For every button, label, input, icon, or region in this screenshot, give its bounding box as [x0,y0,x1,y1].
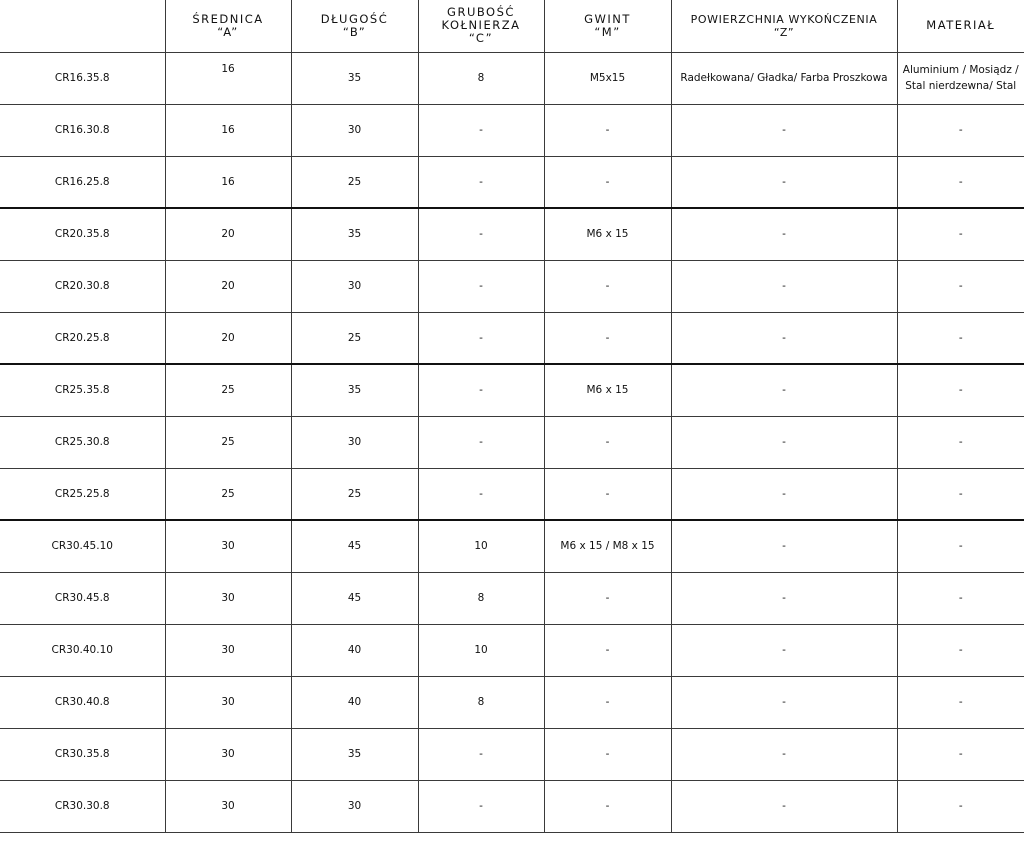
cell-diameter: 20 [165,312,291,364]
cell-code: CR16.25.8 [0,156,165,208]
header-flange-thickness: GRUBOŚĆ KOŁNIERZA “C” [418,0,544,52]
cell-material: - [897,780,1024,832]
cell-thread: - [544,260,671,312]
cell-thread: - [544,156,671,208]
cell-code: CR30.30.8 [0,780,165,832]
cell-length: 40 [291,676,418,728]
cell-code: CR25.25.8 [0,468,165,520]
cell-flange-thickness: - [418,728,544,780]
cell-diameter: 25 [165,364,291,416]
table-row [0,156,1024,208]
cell-surface-finish: - [671,416,897,468]
cell-length: 35 [291,208,418,260]
cell-surface-finish: - [671,624,897,676]
cell-thread: - [544,416,671,468]
cell-diameter: 16 [165,104,291,156]
cell-flange-thickness: 8 [418,52,544,104]
cell-code: CR20.35.8 [0,208,165,260]
cell-code: CR30.45.10 [0,520,165,572]
cell-surface-finish: - [671,156,897,208]
cell-material: - [897,104,1024,156]
cell-length: 30 [291,260,418,312]
cell-surface-finish: - [671,312,897,364]
header-code [0,0,165,52]
cell-thread: - [544,468,671,520]
cell-material: Aluminium / Mosiądz / Stal nierdzewna/ Stal [897,52,1024,104]
cell-length: 35 [291,52,418,104]
cell-code: CR25.30.8 [0,416,165,468]
cell-diameter: 20 [165,260,291,312]
cell-thread: M6 x 15 [544,364,671,416]
cell-surface-finish: Radełkowana/ Gładka/ Farba Proszkowa [671,52,897,104]
cell-surface-finish: - [671,364,897,416]
cell-code: CR25.35.8 [0,364,165,416]
table-row [0,520,1024,572]
cell-material: - [897,312,1024,364]
header-diameter: ŚREDNICA “A” [165,0,291,52]
cell-diameter: 30 [165,624,291,676]
cell-surface-finish: - [671,780,897,832]
cell-flange-thickness: - [418,312,544,364]
cell-surface-finish: - [671,728,897,780]
cell-surface-finish: - [671,468,897,520]
header-thread: GWINT “M” [544,0,671,52]
cell-thread: - [544,780,671,832]
cell-thread: - [544,104,671,156]
header-material: MATERIAŁ [897,0,1024,52]
table-row [0,104,1024,156]
cell-diameter: 20 [165,208,291,260]
cell-material: - [897,728,1024,780]
cell-code: CR30.45.8 [0,572,165,624]
cell-length: 30 [291,780,418,832]
cell-material: - [897,572,1024,624]
cell-length: 45 [291,520,418,572]
cell-diameter: 30 [165,572,291,624]
cell-surface-finish: - [671,676,897,728]
cell-length: 25 [291,468,418,520]
table-row [0,260,1024,312]
cell-flange-thickness: - [418,468,544,520]
cell-flange-thickness: 10 [418,520,544,572]
cell-diameter: 16 [165,156,291,208]
table-row [0,676,1024,728]
table-row [0,468,1024,520]
cell-flange-thickness: - [418,416,544,468]
cell-thread: - [544,312,671,364]
cell-length: 25 [291,312,418,364]
cell-surface-finish: - [671,520,897,572]
cell-flange-thickness: - [418,208,544,260]
cell-thread: - [544,728,671,780]
cell-flange-thickness: - [418,156,544,208]
cell-flange-thickness: 10 [418,624,544,676]
cell-length: 30 [291,104,418,156]
table-row [0,52,1024,104]
cell-material: - [897,624,1024,676]
cell-length: 45 [291,572,418,624]
cell-code: CR20.30.8 [0,260,165,312]
cell-material: - [897,416,1024,468]
cell-flange-thickness: 8 [418,572,544,624]
cell-surface-finish: - [671,260,897,312]
cell-diameter: 30 [165,520,291,572]
table-row [0,780,1024,832]
cell-diameter: 25 [165,416,291,468]
cell-surface-finish: - [671,208,897,260]
cell-material: - [897,520,1024,572]
cell-flange-thickness: - [418,780,544,832]
table-row [0,572,1024,624]
cell-material: - [897,156,1024,208]
cell-material: - [897,208,1024,260]
cell-code: CR16.35.8 [0,52,165,104]
cell-code: CR30.35.8 [0,728,165,780]
cell-diameter: 30 [165,780,291,832]
cell-thread: - [544,676,671,728]
cell-code: CR20.25.8 [0,312,165,364]
cell-length: 30 [291,416,418,468]
cell-length: 35 [291,728,418,780]
cell-thread: M6 x 15 [544,208,671,260]
cell-flange-thickness: - [418,260,544,312]
table-row [0,364,1024,416]
table-row [0,728,1024,780]
cell-surface-finish: - [671,572,897,624]
header-row [0,0,1024,52]
cell-thread: - [544,572,671,624]
header-length: DŁUGOŚĆ “B” [291,0,418,52]
cell-material: - [897,676,1024,728]
table-row [0,208,1024,260]
cell-code: CR16.30.8 [0,104,165,156]
cell-flange-thickness: 8 [418,676,544,728]
table-row [0,624,1024,676]
cell-length: 25 [291,156,418,208]
header-surface-finish: POWIERZCHNIA WYKOŃCZENIA “Z” [671,0,897,52]
table-row [0,416,1024,468]
cell-material: - [897,468,1024,520]
cell-thread: M5x15 [544,52,671,104]
cell-diameter: 30 [165,728,291,780]
cell-diameter: 25 [165,468,291,520]
cell-material: - [897,260,1024,312]
cell-surface-finish: - [671,104,897,156]
cell-code: CR30.40.8 [0,676,165,728]
cell-length: 40 [291,624,418,676]
cell-diameter: 16 [165,52,291,104]
cell-diameter: 30 [165,676,291,728]
cell-code: CR30.40.10 [0,624,165,676]
cell-length: 35 [291,364,418,416]
cell-flange-thickness: - [418,104,544,156]
cell-thread: M6 x 15 / M8 x 15 [544,520,671,572]
cell-thread: - [544,624,671,676]
table-row [0,312,1024,364]
cell-flange-thickness: - [418,364,544,416]
cell-material: - [897,364,1024,416]
